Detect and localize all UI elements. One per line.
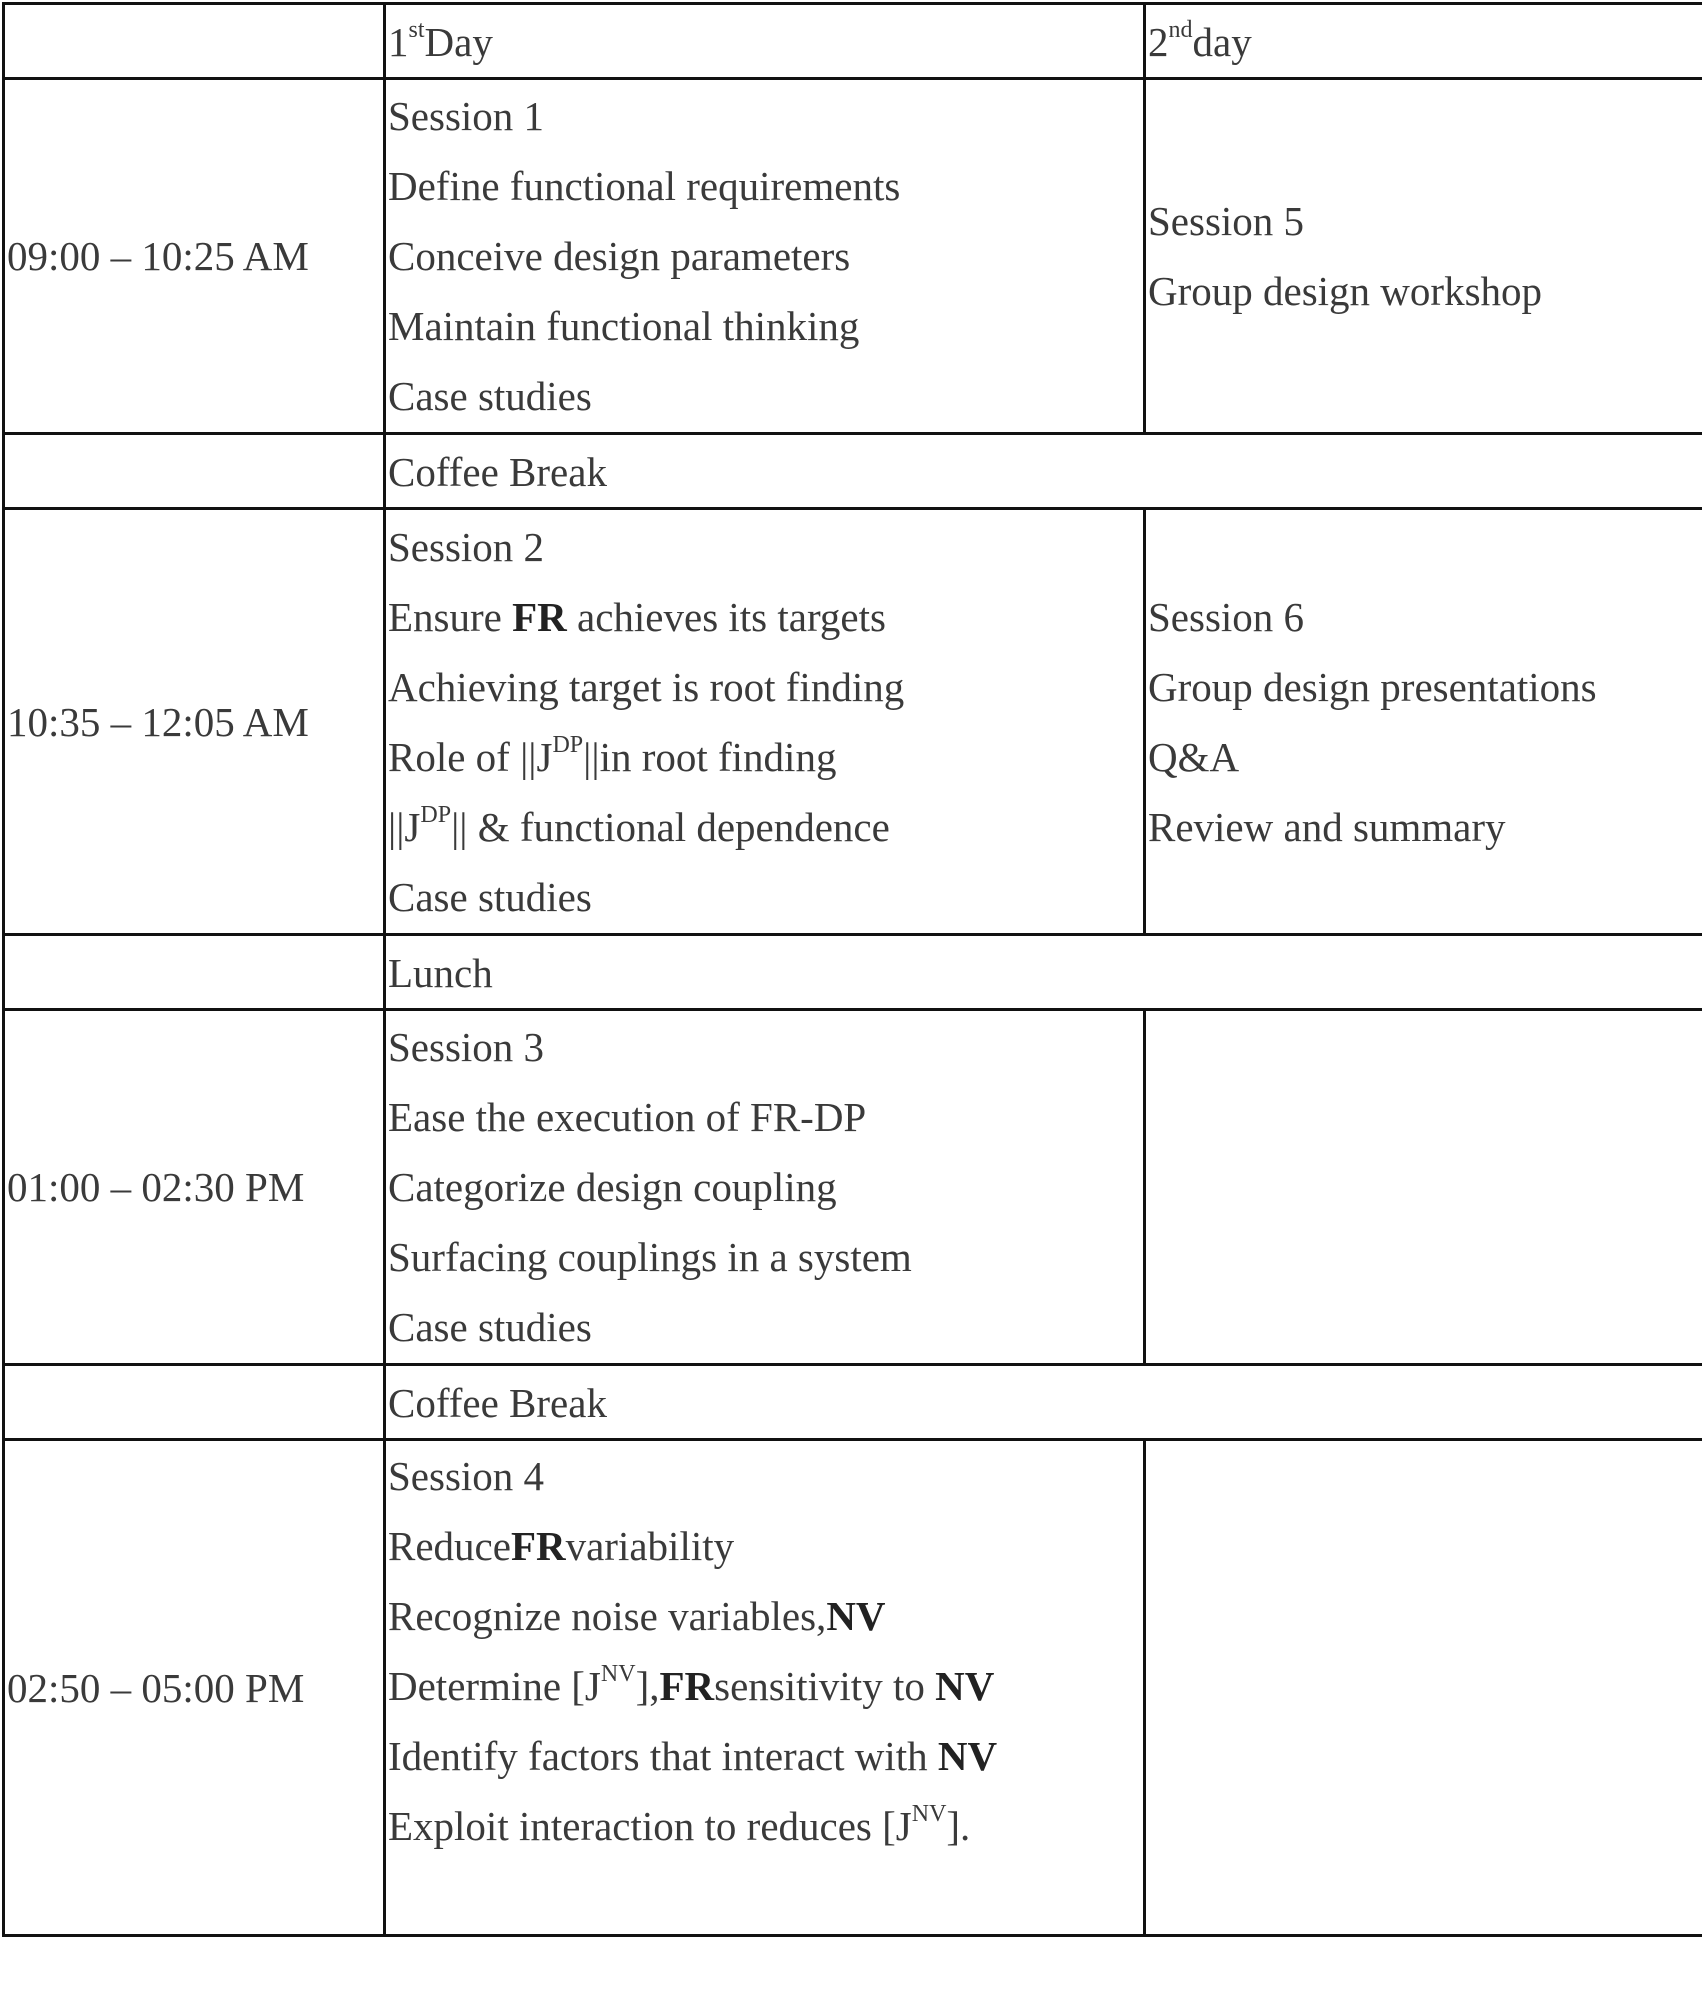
header-day1-suffix: st — [408, 17, 425, 44]
session1-cell — [385, 79, 1145, 434]
topic-line: Identify factors that interact with NV — [388, 1733, 998, 1779]
header-day2-word: day — [1192, 19, 1252, 65]
time-cell: 10:35 – 12:05 AM — [4, 509, 385, 935]
session3-cell — [385, 1010, 1145, 1365]
time-cell: 09:00 – 10:25 AM — [4, 79, 385, 434]
session-title: Session 3 — [388, 1024, 545, 1070]
coffee-break-row — [4, 1365, 1702, 1440]
session4-cell — [385, 1440, 1145, 1936]
coffee-break-row — [4, 434, 1702, 509]
coffee-break-label: Coffee Break — [385, 1365, 1702, 1440]
topic-line: Maintain functional thinking — [388, 303, 860, 349]
topic-line: Surfacing couplings in a system — [388, 1234, 912, 1280]
lunch-row — [4, 935, 1702, 1010]
time-cell-empty — [4, 1365, 385, 1440]
topic-line: Group design presentations — [1148, 663, 1597, 710]
bold-term: FR — [512, 593, 567, 640]
topic-line: Case studies — [388, 373, 592, 419]
time-cell: 02:50 – 05:00 PM — [4, 1440, 385, 1936]
superscript: DP — [552, 731, 584, 758]
header-day2-num: 2 — [1148, 19, 1169, 65]
session4-row — [4, 1440, 1702, 1936]
header-day2 — [1145, 4, 1702, 79]
header-day1 — [385, 4, 1145, 79]
topic-line: Case studies — [388, 1304, 592, 1350]
topic-line: Define functional requirements — [388, 163, 901, 209]
session6-cell — [1145, 509, 1702, 935]
topic-line: Group design workshop — [1148, 268, 1543, 314]
coffee-break-label: Coffee Break — [385, 434, 1702, 509]
bold-term: FR — [659, 1663, 715, 1709]
time-cell-empty — [4, 434, 385, 509]
bold-term: NV — [937, 1733, 998, 1779]
session2-cell — [385, 509, 1145, 935]
session-title: Session 5 — [1148, 198, 1305, 244]
time-cell-empty — [4, 935, 385, 1010]
bold-term: FR — [510, 1523, 566, 1569]
topic-line: Ensure FR achieves its targets — [388, 593, 886, 640]
day2-empty-cell — [1145, 1440, 1702, 1936]
session5-cell — [1145, 79, 1702, 434]
topic-line: $||J^{DP}||$ & functional dependence — [388, 801, 890, 850]
topic-line: Ease the execution of FR-DP — [388, 1094, 867, 1140]
time-cell: 01:00 – 02:30 PM — [4, 1010, 385, 1365]
header-day1-num: 1 — [388, 19, 409, 65]
topic-line: Role of $||J^{DP}||in$ root finding — [388, 731, 837, 780]
schedule-table — [2, 2, 1702, 1937]
lunch-label: Lunch — [385, 935, 1702, 1010]
bold-term: NV — [826, 1593, 886, 1639]
header-time-cell — [4, 4, 385, 79]
bold-term: NV — [935, 1663, 995, 1709]
header-day2-suffix: nd — [1168, 17, 1193, 44]
topic-line: Recognize noise variables,NV — [388, 1593, 886, 1639]
superscript: NV — [600, 1661, 636, 1688]
superscript: NV — [911, 1801, 947, 1828]
topic-line: Exploit interaction to reduces $[J^{NV}]$. — [388, 1801, 971, 1849]
topic-line: Categorize design coupling — [388, 1164, 837, 1210]
session-title: Session 4 — [388, 1453, 545, 1499]
topic-line: Q&A — [1148, 733, 1240, 780]
topic-line: Review and summary — [1148, 803, 1506, 850]
topic-line: Case studies — [388, 873, 592, 920]
superscript: DP — [420, 801, 452, 828]
session1-row — [4, 79, 1702, 434]
session-title: Session 1 — [388, 93, 545, 139]
topic-line: Determine $[J^{NV}],FRsensitivity$ to NV — [388, 1661, 995, 1709]
topic-line: ReduceFRvariability — [388, 1523, 735, 1569]
header-row — [4, 4, 1702, 79]
session2-row — [4, 509, 1702, 935]
session-title: Session 2 — [388, 523, 545, 570]
topic-line: Achieving target is root finding — [388, 663, 905, 710]
day2-empty-cell — [1145, 1010, 1702, 1365]
header-day1-word: Day — [424, 19, 493, 65]
session-title: Session 6 — [1148, 593, 1305, 640]
session3-row — [4, 1010, 1702, 1365]
topic-line: Conceive design parameters — [388, 233, 851, 279]
